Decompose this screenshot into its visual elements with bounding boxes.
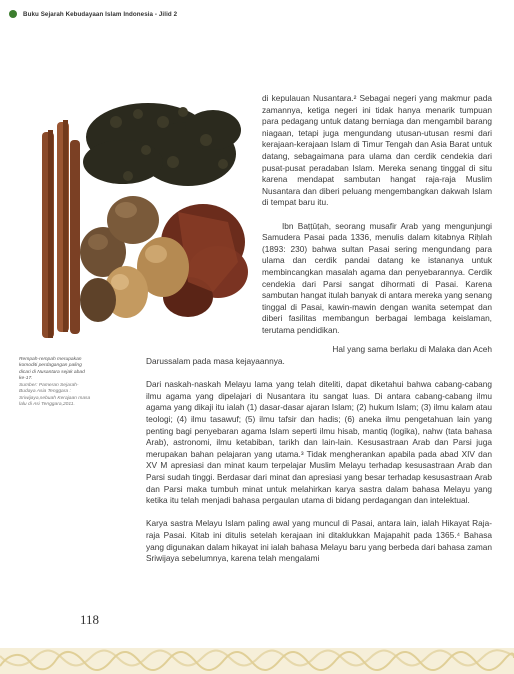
cloves-pile — [83, 103, 241, 186]
paragraph: Dari naskah-naskah Melayu lama yang telah diteliti, dapat diketahui bahwa cabang-cabang ilmu agama yang dipelajari di Nusantara itu sangat luas. Di antara cabang-cabang ilmu agama yang dikaji itu ialah (1) dasar-dasar ajaran Islam; (2) hukum Islam; (3) ilmu kalam atau teologi; (4) ilmu tasawuf; (5) ilmu tafsir dan hadis; (6) aneka ilmu pengetahuan lain yang penting bagi penyebaran agama Islam seperti ilmu hisab, mantiq (logika), nahw (tata bahasa Arab), astronomi, ilmu ketabiban, tarikh dan lain-lain. Kesusastraan Arab dan Parsi juga merupakan bahan pelajaran yang utama.³ Tidak mengherankan apabila pada abad XIV dan XV M apresiasi dan minat kaum terpelajar Muslim Melayu terhadap kesusastraan Arab dan Parsi sudah tinggi. Berdasar dari minat dan apresiasi yang besar terhadap kesusastraan Arab dan Parsi maka tumbuh minat untuk melahirkan karya sastra dalam bahasa Melayu yang ketika itu telah menjadi bahasa pergaulan utama di bidang perdagangan dan intelektual. — [146, 379, 492, 506]
book-title: Buku Sejarah Kebudayaan Islam Indonesia - Jilid 2 — [23, 10, 178, 18]
caption-source: Sumber: Pameran Sejarah-Budaya Asia Tenggara : Sriwijaya,sebuah Kerajaan masa lalu di Asi Tenggara,2011. — [19, 383, 91, 408]
main-text — [146, 344, 492, 356]
right-column — [262, 93, 492, 336]
caption-text: Rempah-rempah merupakan komoditi perdagangan paling dicari di Nusantara sejak abad ke-17. — [19, 357, 85, 381]
spice-photo — [28, 92, 256, 344]
cinnamon-sticks — [42, 120, 80, 338]
paragraph-continuation: Darussalam pada masa kejayaannya. — [146, 356, 285, 366]
bullet-icon — [9, 10, 17, 18]
paragraph: di kepulauan Nusantara.² Sebagai negeri yang makmur pada zamannya, ketiga negeri ini tidak hanya menarik tumpuan para pedagang untuk datang berniaga dan mengambil barang niagaan, tetapi juga mengundang utusan-utusan resmi dari kerajaan-kerajaan Islam di Timur Tengah dan Asia Barat untuk datang, sebagaimana para ulama dan cerdik cendekia dari pusat-pusat peradaban Islam. Mereka senang tinggal di situ karena mendapat sambutan hangat raja-raja Muslim Nusantara dan diberi peluang mengembangkan dakwah Islam di tempat baru itu. — [262, 93, 492, 208]
paragraph: Ibn Baṭṭūṭah, seorang musafir Arab yang mengunjungi Samudera Pasai pada 1336, menulis dalam kitabnya Riḥlah (1893: 230) bahwa sultan Pasai sering mengundang para ulama dan cerdik pandai datang ke istananya untuk membincangkan masalah agama dan penyebarannya. Cerdik cendekia dari Parsi sangat dihormati di Pasai. Karena sambutan hangat itulah banyak di antara mereka yang senang tinggal di Pasai, kawin-mawin dengan wanita setempat dan diberi fasilitas membangun berbagai lembaga keislaman, terutama pendidikan. — [262, 220, 492, 335]
figure-caption — [19, 357, 91, 408]
ornamental-border — [0, 648, 514, 674]
paragraph: Karya sastra Melayu Islam paling awal yang muncul di Pasai, antara lain, ialah Hikayat Raja-raja Pasai. Kitab ini ditulis setelah kerajaan ini ditaklukkan Majapahit pada 1365.⁴ Bahasa yang digunakan dalam hikayat ini ialah bahasa Melayu baru yang berbeda dari bahasa zaman Sriwijaya sebelumnya, karena telah mengalami — [146, 518, 492, 564]
running-header — [9, 8, 177, 20]
main-text-lower — [146, 356, 492, 565]
page-number: 118 — [80, 612, 100, 627]
paragraph-continuation: Hal yang sama berlaku di Malaka dan Aceh — [332, 344, 492, 354]
